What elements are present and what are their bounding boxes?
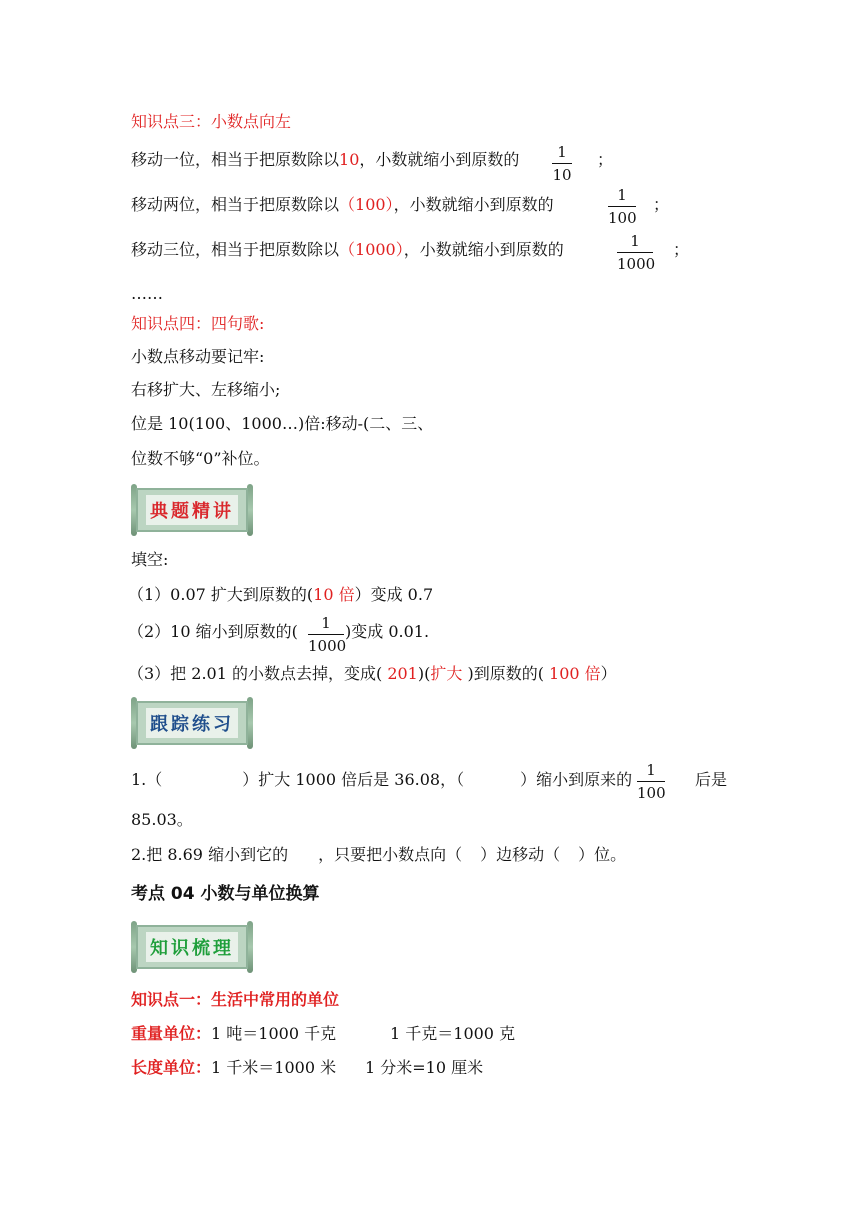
practice-q1: 1.（ ）扩大 1000 倍后是 36.08，（ ）缩小到原来的 bbox=[131, 770, 633, 789]
length-units: 长度单位：1 千米＝1000 米 bbox=[131, 1058, 337, 1077]
weight-units: 重量单位：1 吨＝1000 千克 bbox=[131, 1024, 337, 1043]
example-q3: （3）把 2.01 的小数点去掉，变成( 201)(扩大 )到原数的( 100 倍） bbox=[128, 664, 617, 683]
length-units-2: 1 分米=10 厘米 bbox=[365, 1058, 484, 1077]
practice-q1-fraction: 1 100 bbox=[637, 761, 666, 802]
kp3-title: 知识点三：小数点向左 bbox=[131, 112, 292, 131]
kp3-fraction-1: 1 10 bbox=[552, 143, 572, 184]
kp3-fraction-2: 1 100 bbox=[608, 186, 637, 227]
kp3-ellipsis: …… bbox=[131, 284, 163, 303]
example-q1: （1）0.07 扩大到原数的(10 倍）变成 0.7 bbox=[128, 585, 434, 604]
practice-q1-cont: 85.03。 bbox=[131, 810, 193, 829]
kp4-line-2: 右移扩大、左移缩小; bbox=[131, 380, 281, 399]
example-q2: （2）10 缩小到原数的( bbox=[128, 622, 298, 641]
banner-knowledge-review: 知识梳理 bbox=[131, 921, 253, 973]
document-page: 知识点三：小数点向左 移动一位，相当于把原数除以10，小数就缩小到原数的 1 10 ； 移动两位，相当于把原数除以（100），小数就缩小到原数的 1 100 ； 移动三位，相当于把原数除以（1000），小数就缩小到原数的 1 1000 ； …… 知识点四：四句歌: 小数点移动要记牢: 右移扩大、左移缩小; 位是 10(100、1000…)倍:移动-(二、三、 位数不够“0”补位。 典题精讲 填空: （1）0.07 扩大到原数的(10 倍）变成 0.7 （2）10 缩小到原数的( 1 1000 )变成 0.01. （3）把 2.01 的小数点去掉，变成( 201)(扩大 )到原数的( 100 倍） 跟踪练习 1.（ ）扩大 1000 倍后是 36.08，（ ）缩小到原来的 1 100 后是 85.03。 2.把 8.69 缩小到它的 ，只要把小数点向（ ）边移动（ ）位。 考点 04 小数与单位换算 知识梳理 知识点一：生活中常用的单位 重量单位：1 吨＝1000 千克 1 千克＝1000 克 长度单位：1 千米＝1000 米 1 分米=10 厘米 bbox=[128, 112, 728, 1077]
kp3-line-1: 移动一位，相当于把原数除以10，小数就缩小到原数的 bbox=[131, 150, 520, 169]
kp4-title: 知识点四：四句歌: bbox=[131, 314, 265, 333]
kp3-line-3: 移动三位，相当于把原数除以（1000），小数就缩小到原数的 bbox=[131, 240, 564, 259]
example-intro: 填空: bbox=[131, 550, 169, 569]
kp1-title: 知识点一：生活中常用的单位 bbox=[131, 990, 340, 1009]
example-q2-fraction: 1 1000 bbox=[308, 614, 347, 655]
weight-units-2: 1 千克＝1000 克 bbox=[390, 1024, 516, 1043]
banner-follow-up-practice: 跟踪练习 bbox=[131, 697, 253, 749]
kp3-fraction-3: 1 1000 bbox=[617, 232, 656, 273]
kp4-line-4: 位数不够“0”补位。 bbox=[131, 449, 270, 468]
practice-q2: 2.把 8.69 缩小到它的 ，只要把小数点向（ ）边移动（ ）位。 bbox=[131, 845, 627, 864]
section-heading: 考点 04 小数与单位换算 bbox=[131, 884, 320, 904]
banner-example-explanation: 典题精讲 bbox=[131, 484, 253, 536]
kp3-line-2: 移动两位，相当于把原数除以（100），小数就缩小到原数的 bbox=[131, 195, 554, 214]
kp4-line-1: 小数点移动要记牢: bbox=[131, 347, 265, 366]
kp4-line-3: 位是 10(100、1000…)倍:移动-(二、三、 bbox=[131, 414, 434, 433]
